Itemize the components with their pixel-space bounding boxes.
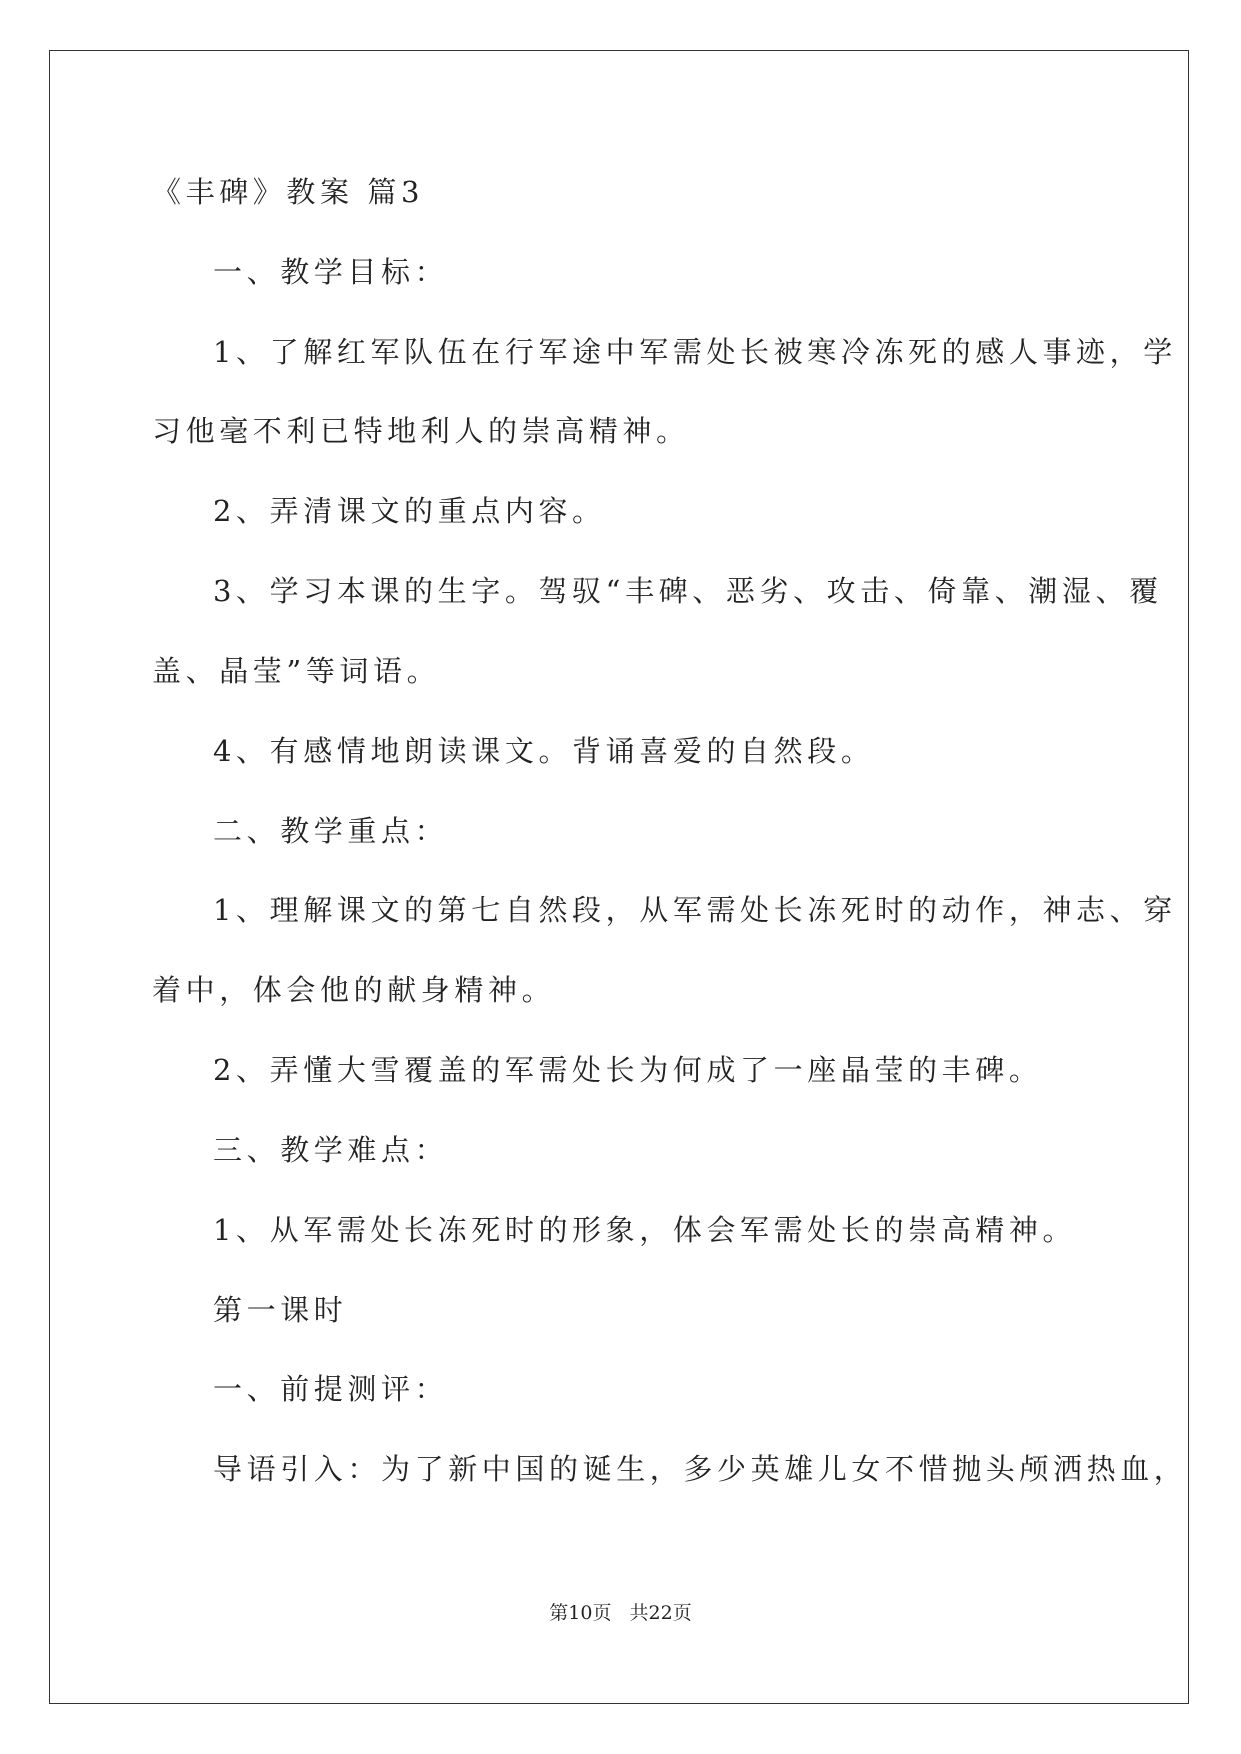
paragraph-line: 导语引入：为了新中国的诞生，多少英雄儿女不惜抛头颅洒热血， [213,1452,1188,1486]
page-footer [0,1601,1241,1625]
paragraph-line: 着中，体会他的献身精神。 [152,973,556,1007]
section-heading-pretest: 一、前提测评： [213,1372,449,1406]
current-page-number: 第10页 [549,1602,612,1624]
paragraph-line: 3、学习本课的生字。驾驭“丰碑、恶劣、攻击、倚靠、潮湿、覆 [213,574,1163,608]
total-pages: 共22页 [629,1602,692,1624]
paragraph-line: 盖、晶莹”等词语。 [152,654,441,688]
section-heading-difficulties: 三、教学难点： [213,1133,449,1167]
paragraph-line: 1、了解红军队伍在行军途中军需处长被寒冷冻死的感人事迹，学 [213,335,1177,369]
document-title: 《丰碑》教案 篇3 [152,175,425,209]
paragraph-line: 4、有感情地朗读课文。背诵喜爱的自然段。 [213,734,875,768]
section-heading-key-points: 二、教学重点： [213,814,449,848]
section-heading-objectives: 一、教学目标： [213,255,449,289]
section-heading-first-lesson: 第一课时 [213,1293,348,1327]
paragraph-line: 习他毫不利已特地利人的崇高精神。 [152,414,690,448]
paragraph-line: 2、弄清课文的重点内容。 [213,494,606,528]
paragraph-line: 1、从军需处长冻死时的形象，体会军需处长的崇高精神。 [213,1213,1077,1247]
paragraph-line: 2、弄懂大雪覆盖的军需处长为何成了一座晶莹的丰碑。 [213,1053,1043,1087]
paragraph-line: 1、理解课文的第七自然段，从军需处长冻死时的动作，神志、穿 [213,893,1177,927]
